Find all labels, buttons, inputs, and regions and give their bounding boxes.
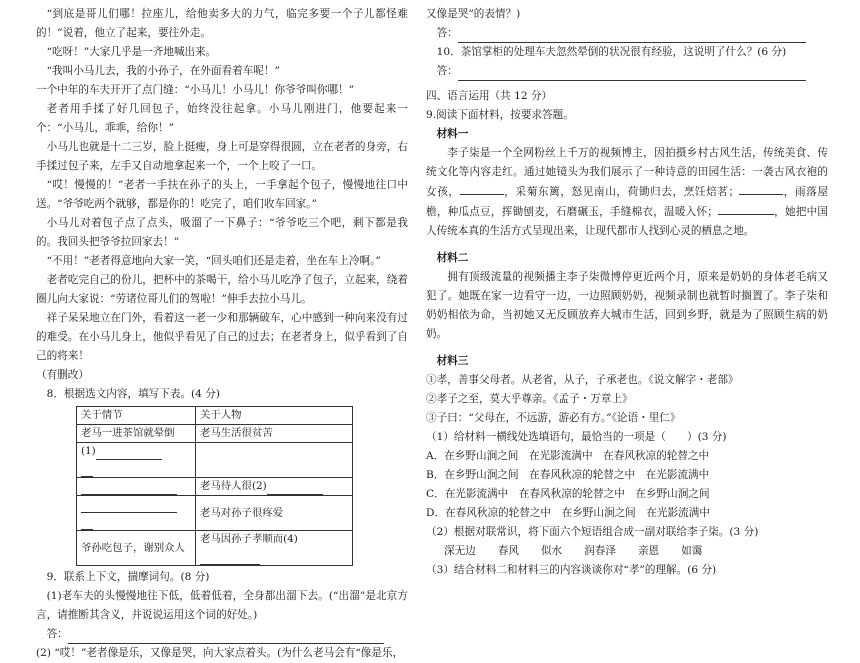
table-cell-blank[interactable]	[196, 478, 353, 496]
material-1-part: ，雨落屋檐，种瓜点豆，挥锄刨麦，石磨碾玉，手缝棉衣，温暖入怀；	[426, 186, 829, 218]
material-3-line: ①孝，善事父母者。从老省，从子，子承老也。《说文解字・老部》	[426, 374, 739, 386]
right-column	[426, 5, 828, 580]
answer-label: 答：	[46, 628, 68, 640]
story-paragraph: 小马儿对着包子点了点头，吸溜了一下鼻子：“爷爷吃三个吧，剩下都是我的。我回头把爷爷拉回家去！”	[36, 217, 408, 248]
phrase: 如霭	[681, 545, 703, 557]
table-cell-blank[interactable]	[77, 496, 196, 531]
table-cell: 老马对孙子很疼爱	[196, 496, 353, 531]
left-column	[36, 5, 408, 663]
table-row	[77, 425, 353, 443]
answer-line[interactable]	[96, 446, 162, 460]
material-3-line: ③子曰：“父母在，不远游，游必有方。”《论语・里仁》	[426, 412, 681, 424]
material-3-title: 材料三	[436, 355, 469, 367]
answer-row	[426, 24, 828, 43]
story-paragraph: 祥子呆呆地立在门外，看着这一老一少和那辆破车，心中感到一种向来没有过的难受。在小马儿身上，他似乎看见了自己的过去；在老者身上，似乎看到了自己的将来！	[36, 312, 408, 362]
answer-row	[36, 625, 408, 644]
fill-blank[interactable]	[460, 182, 504, 195]
answer-line[interactable]	[68, 630, 384, 644]
table-cell: 老马生活很贫苦	[196, 425, 353, 443]
blank-label: (1)	[81, 445, 96, 457]
blank-label: 老马待人很(2)	[200, 480, 267, 492]
answer-line[interactable]	[81, 499, 177, 513]
story-paragraph: 老者用手揉了好几回包子，始终没往起拿。小马儿刚进门，他要起来一个：“小马儿，乖乖，给你！”	[36, 103, 408, 134]
sub-question-2: （2）根据对联常识，将下面六个短语组合成一副对联给李子柒。(3 分)	[426, 526, 759, 538]
table-cell-blank[interactable]	[77, 443, 196, 478]
answer-line[interactable]	[458, 67, 806, 81]
question-9-sub-2: (2) “哎！”老者像是乐，又像是哭，向大家点着头。(为什么老马会有“像是乐，	[36, 647, 404, 659]
story-paragraph: “到底是哥儿们哪！拉座儿，给他卖多大的力气，临完多要一个子儿都怪难的！”说着，他立了起来，要往外走。	[36, 8, 408, 39]
story-paragraph: “不用！”老者得意地向大家一笑，“回头咱们还是走着，坐在车上冷啊。”	[46, 255, 381, 267]
sub-question-3: （3）结合材料二和材料三的内容谈谈你对“孝”的理解。(6 分)	[426, 564, 717, 576]
table-header: 关于人物	[196, 407, 353, 425]
question-10: 10．茶馆掌柜的处理车夫忽然晕倒的状况很有经验，这说明了什么？(6 分)	[436, 46, 787, 58]
question-9-stem: 9．联系上下文，揣摩词句。(8 分)	[46, 571, 210, 583]
phrase: 亲恩	[637, 545, 660, 557]
table-cell-blank[interactable]	[196, 531, 353, 566]
material-1-part: 李子柒是一个全网粉丝上千万的视频博主，因拍摄乡村古风生活，传统美食、传统文化等内容走红。通过她镜头为我们展示了一种诗意的田园生活：一袭古风衣袍的女孩，	[426, 147, 828, 198]
answer-line[interactable]	[200, 551, 260, 565]
question-9-sub-1: (1)老车夫的头慢慢地往下低，低着低着，全身都出溜下去。(“出溜”是北京方言，请推断其含义，并说说运用这个词的好处。)	[36, 590, 408, 621]
answer-line[interactable]	[81, 516, 93, 530]
table-header-row	[77, 407, 353, 425]
plot-character-table	[76, 406, 353, 566]
material-1-text	[426, 144, 828, 241]
answer-line[interactable]	[267, 481, 323, 495]
question-9-sub-2-cont: 又像是哭”的表情？)	[426, 8, 521, 20]
story-paragraph: 小马儿也就是十二三岁，脸上挺瘦，身上可是穿得很圆，立在老者的身旁，右手揉过包子来，左手又自动地拿起来一个，一个上咬了一口。	[36, 141, 408, 172]
table-cell-blank[interactable]	[77, 478, 196, 496]
story-paragraph: “吃呀！”大家几乎是一齐地喊出来。	[46, 46, 217, 58]
blank-label: 老马因孙子孝顺而(4)	[200, 533, 298, 545]
table-header: 关于情节	[77, 407, 196, 425]
material-1-title: 材料一	[436, 128, 469, 140]
answer-line[interactable]	[81, 481, 177, 495]
table-cell	[196, 443, 353, 478]
story-paragraph: “哎！慢慢的！”老者一手扶在孙子的头上，一手拿起个包子，慢慢地往口中送。“爷爷吃两个就够，都是你的！吃完了，咱们收车回家。”	[36, 179, 408, 210]
option-c[interactable]: C．在光影流满中 在春风秋凉的轮替之中 在乡野山涧之间	[426, 488, 710, 500]
material-1-part: ，采菊东篱，怒见南山，荷锄归去，烹饪焙茗；	[503, 186, 740, 198]
phrase: 深无边	[444, 545, 476, 557]
option-d[interactable]: D．在春风秋凉的轮替之中 在乡野山涧之间 在光影流满中	[426, 507, 710, 519]
story-paragraph: 老者吃完自己的份儿，把杯中的茶喝干，给小马儿吃净了包子，立起来，绕着圈儿向大家说：“劳诸位哥儿们的驾啦！”伸手去拉小马儿。	[36, 274, 408, 305]
source-note: （有删改）	[36, 369, 89, 381]
answer-label: 答：	[436, 65, 458, 77]
question-8-stem: 8．根据选文内容，填写下表。(4 分)	[46, 388, 221, 400]
table-row	[77, 531, 353, 566]
table-cell: 老马一进茶馆就晕倒	[77, 425, 196, 443]
answer-label: 答：	[436, 27, 458, 39]
section-4-heading: 四、语言运用（共 12 分）	[426, 90, 553, 102]
phrase: 润春泽	[584, 545, 616, 557]
story-paragraph: “我叫小马儿去，我的小孙子，在外面看着车呢！”	[46, 65, 280, 77]
table-row	[77, 496, 353, 531]
story-paragraph: 一个中年的车夫开开了点门缝：“小马儿！小马儿！你爷爷叫你哪！”	[36, 84, 355, 96]
material-2-title: 材料二	[436, 252, 469, 264]
fill-blank[interactable]	[739, 182, 783, 195]
fill-blank[interactable]	[718, 202, 774, 215]
sub-question-1: （1）给材料一横线处选填语句，最恰当的一项是（ ）(3 分)	[426, 431, 727, 443]
question-9-intro: 9.阅读下面材料，按要求答题。	[426, 109, 574, 121]
answer-row	[426, 62, 828, 81]
phrase: 似水	[540, 545, 563, 557]
answer-line[interactable]	[458, 29, 806, 43]
table-row	[77, 478, 353, 496]
answer-line[interactable]	[81, 463, 93, 477]
table-cell: 爷孙吃包子，谢别众人	[77, 531, 196, 566]
phrase-list	[444, 542, 828, 561]
option-b[interactable]: B．在乡野山涧之间 在春风秋凉的轮替之中 在光影流满中	[426, 469, 710, 481]
material-3-line: ②孝子之至，莫大乎尊亲。《孟子・万章上》	[426, 393, 633, 405]
material-2-text: 拥有顶级流量的视频播主李子柒微博停更近两个月，原来是奶奶的身体老毛病又犯了。她既在家一边看守一边，一边照顾奶奶，视频录制也就暂时搁置了。李子柒和奶奶相依为命，当初她又无反顾放弃大城市生活，回到乡野，就是为了照顾生病的奶奶。	[426, 271, 828, 340]
table-row	[77, 443, 353, 478]
option-a[interactable]: A．在乡野山涧之间 在光影流满中 在春风秋凉的轮替之中	[426, 450, 710, 462]
material-1-part: ，她把中国人传统本真的生活方式呈现出来，让现代都市人找到心灵的栖息之地。	[426, 206, 829, 237]
phrase: 春风	[497, 545, 519, 557]
